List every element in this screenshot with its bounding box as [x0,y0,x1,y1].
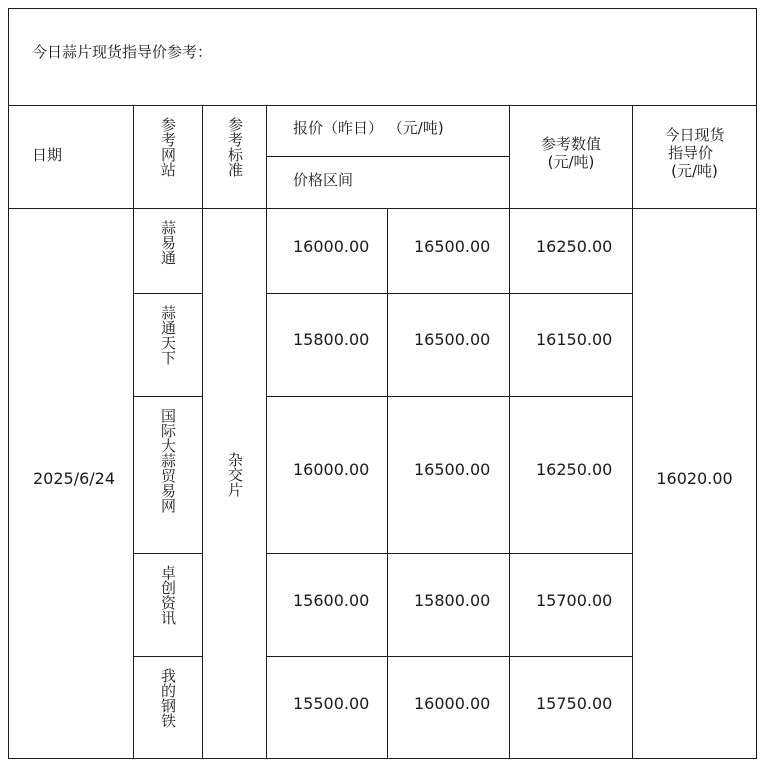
border-top [8,8,757,9]
header-price-range: 价格区间 [293,171,354,189]
row-divider-site-3 [133,553,203,554]
ref-value: 16250.00 [536,460,613,479]
price-low: 15500.00 [293,694,370,713]
ref-value: 16150.00 [536,330,613,349]
border-bottom [8,758,757,759]
ref-value: 15700.00 [536,591,613,610]
row-divider-site-2 [133,396,203,397]
row-divider-price-4 [266,656,633,657]
price-high: 15800.00 [414,591,491,610]
header-standard: 参考标准 [226,117,244,177]
ref-value: 15750.00 [536,694,613,713]
price-low: 15800.00 [293,330,370,349]
col-line-4 [387,208,388,759]
title-divider [8,105,757,106]
site-name: 我的钢铁 [159,668,177,728]
site-name: 蒜易通 [159,220,177,265]
quote-subheader-divider [266,156,510,157]
header-ref-value: 参考数值 (元/吨) [540,135,601,171]
col-line-6 [632,105,633,759]
price-high: 16500.00 [414,237,491,256]
header-quote: 报价（昨日） （元/吨) [293,119,444,137]
guide-price-value: 16020.00 [656,469,733,488]
standard-value: 杂交片 [226,452,244,497]
header-guide-line3: (元/吨) [671,162,718,180]
date-value: 2025/6/24 [33,469,116,488]
header-site: 参考网站 [159,117,177,177]
row-divider-price-1 [266,293,633,294]
header-date: 日期 [32,146,63,164]
row-divider-site-1 [133,293,203,294]
header-guide-line2: 指导价 [667,144,713,162]
site-name: 卓创资讯 [159,565,177,625]
ref-value: 16250.00 [536,237,613,256]
price-low: 16000.00 [293,460,370,479]
site-name: 国际大蒜贸易网 [159,408,177,513]
document-title: 今日蒜片现货指导价参考： [32,43,213,61]
row-divider-site-4 [133,656,203,657]
col-line-2 [202,105,203,759]
border-right [756,8,757,759]
price-high: 16000.00 [414,694,491,713]
col-line-5 [509,105,510,759]
price-high: 16500.00 [414,460,491,479]
col-line-1 [133,105,134,759]
price-low: 16000.00 [293,237,370,256]
col-line-3 [266,105,267,759]
border-left [8,8,9,759]
header-divider [8,208,757,209]
site-name: 蒜通天下 [159,305,177,365]
row-divider-price-3 [266,553,633,554]
row-divider-price-2 [266,396,633,397]
price-low: 15600.00 [293,591,370,610]
header-guide-line1: 今日现货 [664,126,725,144]
price-high: 16500.00 [414,330,491,349]
